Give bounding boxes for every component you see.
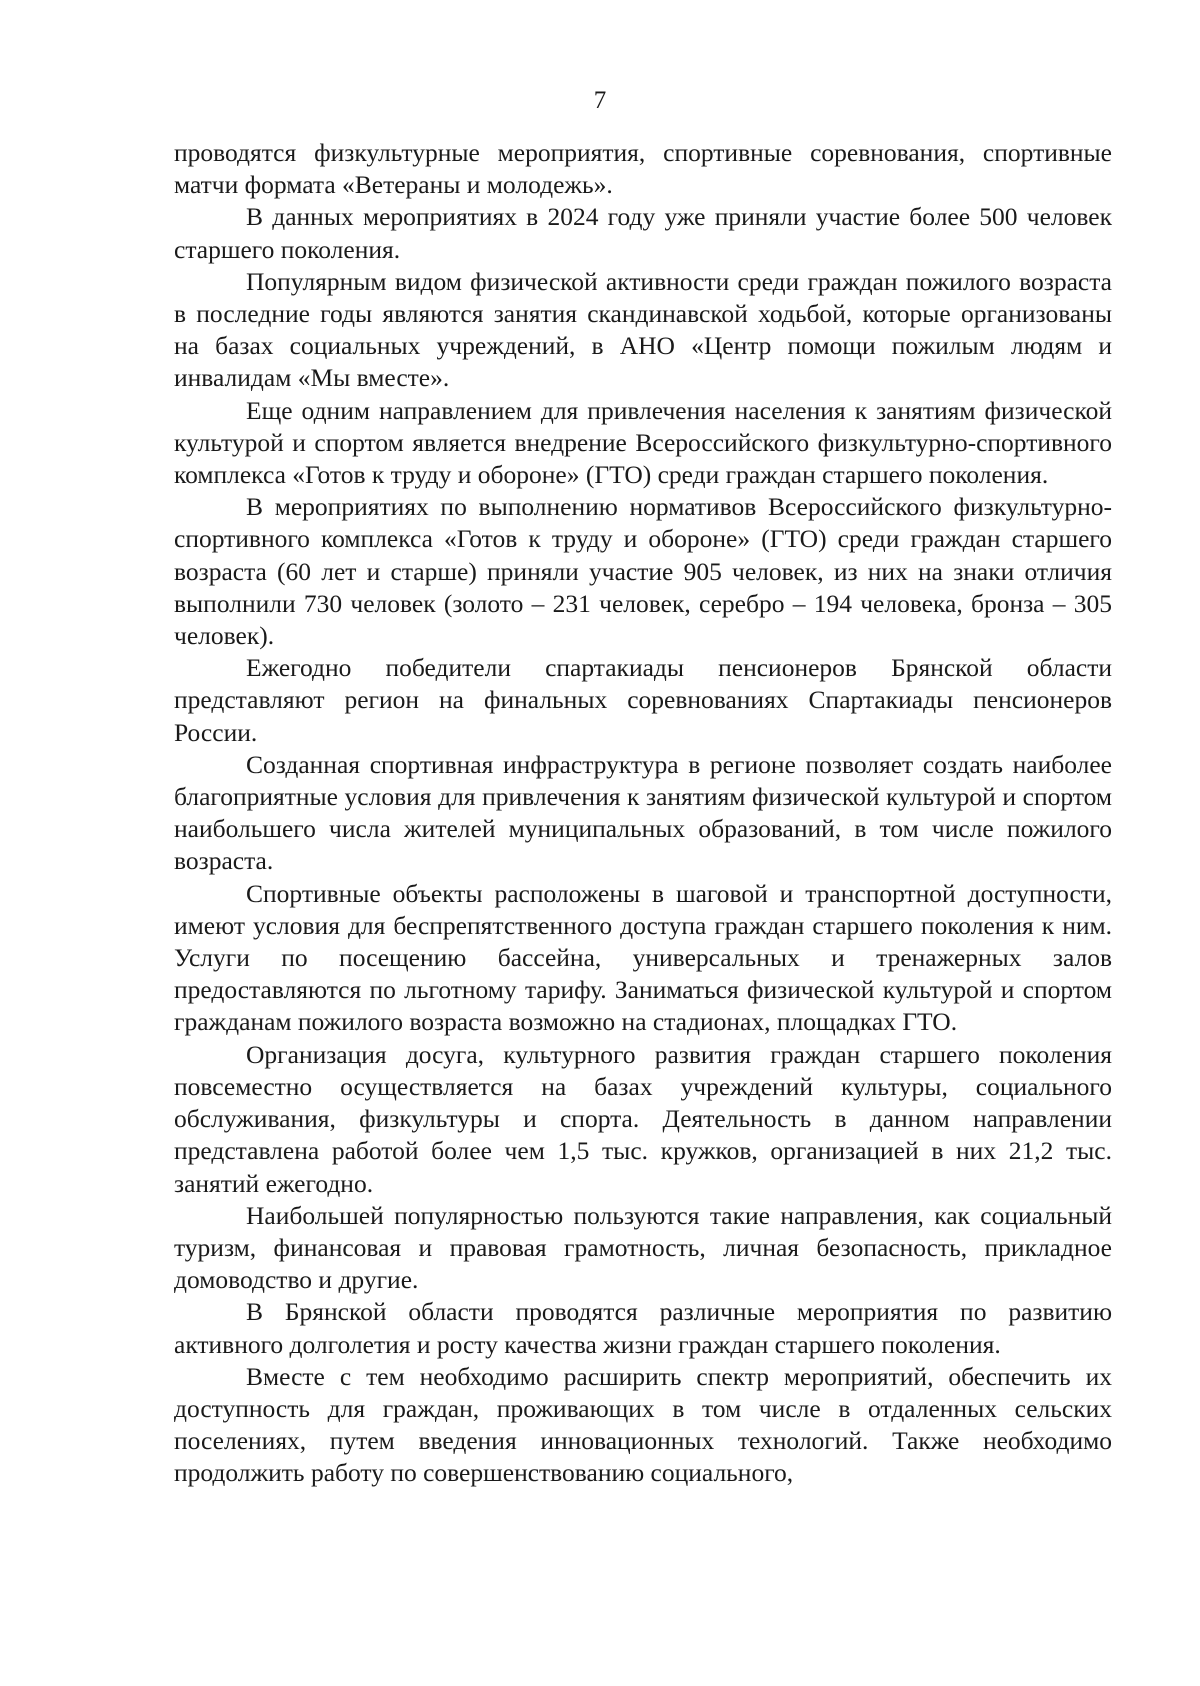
- paragraph: Вместе с тем необходимо расширить спектр мероприятий, обеспечить их доступность для граждан, проживающих в том числе в отдаленных сельских поселениях, путем введения инновационных технологий. Также необходимо продолжить работу по совершенствованию социального,: [174, 1361, 1112, 1488]
- paragraph: Ежегодно победители спартакиады пенсионеров Брянской области представляют регион на финальных соревнованиях Спартакиады пенсионеров России.: [174, 653, 1112, 747]
- paragraph: Популярным видом физической активности среди граждан пожилого возраста в последние годы являются занятия скандинавской ходьбой, которые организованы на базах социальных учреждений, в АНО «Центр помощи пожилым людям и инвалидам «Мы вместе».: [174, 266, 1112, 393]
- paragraph: Наибольшей популярностью пользуются такие направления, как социальный туризм, финансовая и правовая грамотность, личная безопасность, прикладное домоводство и другие.: [174, 1200, 1112, 1295]
- paragraph: В данных мероприятиях в 2024 году уже приняли участие более 500 человек старшего поколения.: [174, 202, 1112, 264]
- paragraph: Спортивные объекты расположены в шаговой и транспортной доступности, имеют условия для беспрепятственного доступа граждан старшего поколения к ним. Услуги по посещению бассейна, универсальных и тренажерных залов предоставляются по льготному тарифу. Заниматься физической культурой и спортом гражданам пожилого возраста возможно на стадионах, площадках ГТО.: [174, 878, 1112, 1037]
- page-number: 7: [593, 87, 607, 114]
- paragraph: проводятся физкультурные мероприятия, спортивные соревнования, спортивные матчи формата «Ветераны и молодежь».: [174, 138, 1112, 200]
- paragraph: Организация досуга, культурного развития граждан старшего поколения повсеместно осуществляется на базах учреждений культуры, социального обслуживания, физкультуры и спорта. Деятельность в данном направлении представлена работой более чем 1,5 тыс. кружков, организацией в них 21,2 тыс. занятий ежегодно.: [174, 1039, 1112, 1198]
- paragraph: В Брянской области проводятся различные мероприятия по развитию активного долголетия и росту качества жизни граждан старшего поколения.: [174, 1297, 1112, 1359]
- paragraph: Еще одним направлением для привлечения населения к занятиям физической культурой и спортом является внедрение Всероссийского физкультурно-спортивного комплекса «Готов к труду и обороне» (ГТО) среди граждан старшего поколения.: [174, 395, 1112, 490]
- document-body: [174, 137, 1112, 1490]
- paragraph: Созданная спортивная инфраструктура в регионе позволяет создать наиболее благоприятные условия для привлечения к занятиям физической культурой и спортом наибольшего числа жителей муниципальных образований, в том числе пожилого возраста.: [174, 749, 1112, 876]
- paragraph: В мероприятиях по выполнению нормативов Всероссийского физкультурно-спортивного комплекса «Готов к труду и обороне» (ГТО) среди граждан старшего возраста (60 лет и старше) приняли участие 905 человек, из них на знаки отличия выполнили 730 человек (золото – 231 человек, серебро – 194 человека, бронза – 305 человек).: [174, 492, 1112, 651]
